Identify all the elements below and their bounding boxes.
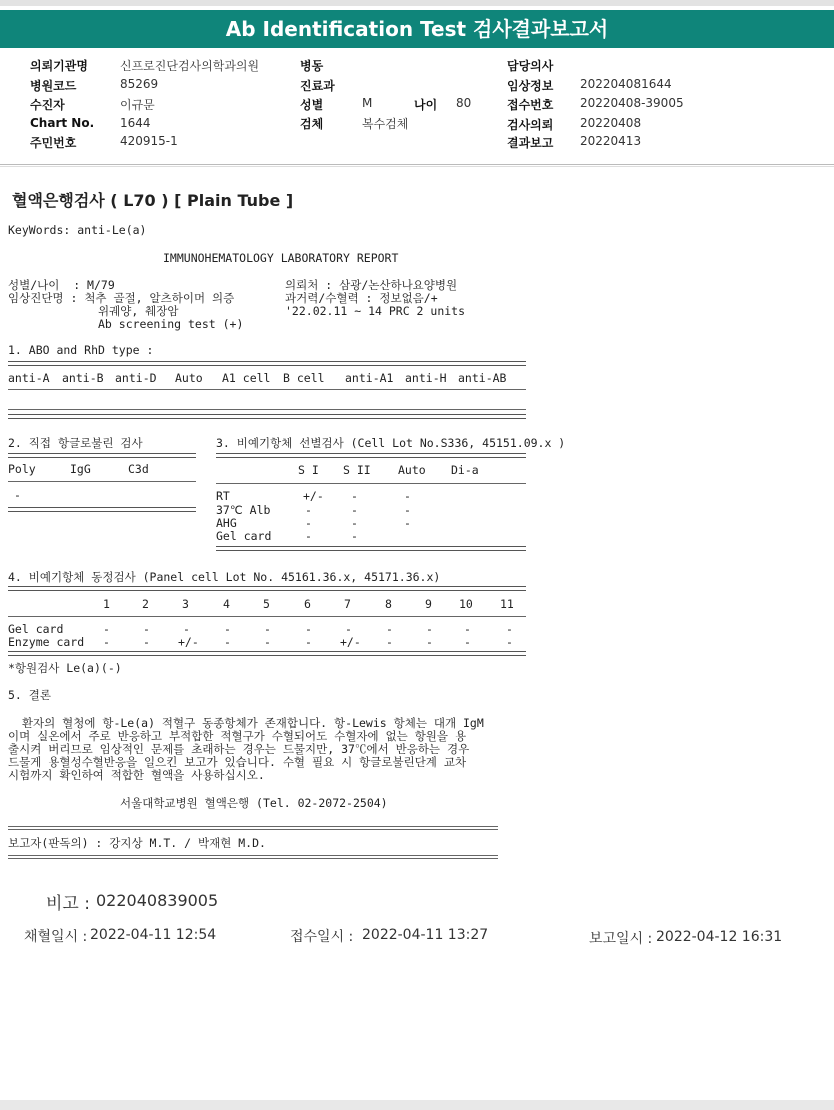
value-request-date: 20220408 xyxy=(580,116,642,130)
value-receipt-no: 20220408-39005 xyxy=(580,96,684,110)
section-title: 혈액은행검사 ( L70 ) [ Plain Tube ] xyxy=(12,191,294,210)
remark-value: 022040839005 xyxy=(96,891,219,910)
label-client: 의뢰기관명 xyxy=(30,59,88,73)
panel-rule-top xyxy=(8,586,526,591)
screening-cell: - xyxy=(404,503,411,517)
label-patient: 수진자 xyxy=(30,98,65,112)
label-resident-no: 주민번호 xyxy=(30,136,77,150)
value-specimen: 복수검체 xyxy=(362,117,409,131)
screening-row-label: Gel card xyxy=(216,529,272,543)
panel-cell: - xyxy=(264,635,271,649)
screening-title: 3. 비예기항체 선별검사 (Cell Lot No.S336, 45151.09.x ) xyxy=(216,436,566,450)
conclusion-line: 출시켜 버리므로 임상적인 문제를 초래하는 경우는 드물지만, 37℃에서 반응하는 경우 xyxy=(8,742,470,756)
panel-cell: - xyxy=(143,635,150,649)
screening-row-label: RT xyxy=(216,489,230,503)
signature-org: 서울대학교병원 혈액은행 (Tel. 02-2072-2504) xyxy=(120,796,388,810)
label-request-date: 검사의뢰 xyxy=(507,118,554,132)
reported-value: 2022-04-12 16:31 xyxy=(656,929,783,945)
panel-row-label: Gel card xyxy=(8,622,64,636)
value-age: 80 xyxy=(456,96,472,110)
value-report-date: 20220413 xyxy=(580,134,642,148)
panel-cell: - xyxy=(224,622,231,636)
label-receipt-no: 접수번호 xyxy=(507,98,554,112)
panel-col: 9 xyxy=(425,597,432,611)
panel-cell: +/- xyxy=(178,635,199,649)
abo-col: Auto xyxy=(175,371,203,385)
abo-col: A1 cell xyxy=(222,371,271,385)
report-heading: IMMUNOHEMATOLOGY LABORATORY REPORT xyxy=(163,251,399,265)
collected-value: 2022-04-11 12:54 xyxy=(90,927,217,943)
reporter-rule-top xyxy=(8,826,498,827)
reporter-rule-bottom xyxy=(8,855,498,856)
remark-label: 비고 : xyxy=(46,894,90,914)
dat-col: IgG xyxy=(70,462,91,476)
panel-cell: - xyxy=(305,622,312,636)
abo-col: anti-AB xyxy=(458,371,507,385)
panel-cell: - xyxy=(264,622,271,636)
panel-cell: - xyxy=(103,635,110,649)
panel-row-label: Enzyme card xyxy=(8,635,85,649)
received-label: 접수일시 : xyxy=(290,929,354,945)
abo-col: anti-H xyxy=(405,371,447,385)
screening-cell: - xyxy=(404,516,411,530)
panel-col: 7 xyxy=(344,597,351,611)
abo-rule-lower xyxy=(8,409,526,410)
panel-cell: - xyxy=(426,622,433,636)
value-patient: 이규문 xyxy=(120,98,155,112)
screening-rule-top xyxy=(216,453,526,458)
panel-col: 2 xyxy=(142,597,149,611)
patient-info-sex-age: 성별/나이 : M/79 xyxy=(8,278,115,292)
value-clinical-info: 202204081644 xyxy=(580,77,672,91)
patient-info-client: 의뢰처 : 삼광/논산하나요양병원 xyxy=(285,278,458,292)
keywords: KeyWords: anti-Le(a) xyxy=(8,223,147,237)
screening-cell: - xyxy=(305,529,312,543)
panel-col: 4 xyxy=(223,597,230,611)
dat-col: Poly xyxy=(8,462,36,476)
screening-cell: - xyxy=(305,516,312,530)
screening-rule-bottom xyxy=(216,546,526,551)
panel-col: 6 xyxy=(304,597,311,611)
collected-label: 채혈일시 : xyxy=(24,929,88,945)
patient-info-history: 과거력/수혈력 : 정보없음/+ xyxy=(285,291,438,305)
screening-cell: - xyxy=(351,503,358,517)
label-specimen: 검체 xyxy=(300,117,324,131)
panel-cell: - xyxy=(506,635,513,649)
panel-title: 4. 비예기항체 동정검사 (Panel cell Lot No. 45161.36.x, 45171.36.x) xyxy=(8,570,441,584)
value-client: 신프로진단검사의학과의원 xyxy=(120,59,260,73)
abo-rule-top xyxy=(8,361,526,366)
panel-cell: - xyxy=(103,622,110,636)
reporter: 보고자(판독의) : 강지상 M.T. / 박재현 M.D. xyxy=(8,836,266,850)
label-hospital-code: 병원코드 xyxy=(30,79,77,93)
panel-col: 8 xyxy=(385,597,392,611)
received-value: 2022-04-11 13:27 xyxy=(362,927,489,943)
top-border xyxy=(0,0,834,6)
abo-title: 1. ABO and RhD type : xyxy=(8,343,154,357)
conclusion-line: 드물게 용혈성수혈반응을 일으킨 보고가 있습니다. 수혈 필요 시 항글로불린단계 교차 xyxy=(8,755,467,769)
panel-cell: - xyxy=(464,635,471,649)
panel-col: 11 xyxy=(500,597,514,611)
label-report-date: 결과보고 xyxy=(507,136,554,150)
value-hospital-code: 85269 xyxy=(120,77,159,91)
panel-cell: - xyxy=(345,622,352,636)
screening-cell: - xyxy=(351,529,358,543)
patient-info-transfusion: '22.02.11 ~ 14 PRC 2 units xyxy=(285,304,466,318)
panel-cell: - xyxy=(386,622,393,636)
report-title-banner: Ab Identification Test 검사결과보고서 xyxy=(0,10,834,48)
screening-cell: - xyxy=(351,516,358,530)
panel-cell: - xyxy=(143,622,150,636)
patient-info-diagnosis-2: 위궤양, 췌장암 xyxy=(8,304,179,318)
value-sex: M xyxy=(362,96,373,110)
label-age: 나이 xyxy=(414,98,438,112)
panel-cell: - xyxy=(464,622,471,636)
label-chart-no: Chart No. xyxy=(30,116,95,130)
screening-col: S II xyxy=(343,463,371,477)
screening-cell: - xyxy=(351,489,358,503)
panel-col: 3 xyxy=(182,597,189,611)
screening-rule-mid xyxy=(216,483,526,484)
panel-cell: - xyxy=(506,622,513,636)
conclusion-line: 시험까지 확인하여 적합한 혈액을 사용하십시오. xyxy=(8,768,265,782)
panel-cell: - xyxy=(386,635,393,649)
label-doctor: 담당의사 xyxy=(507,59,554,73)
label-sex: 성별 xyxy=(300,98,324,112)
label-clinical-info: 임상정보 xyxy=(507,79,554,93)
reported-label: 보고일시 : xyxy=(589,931,653,947)
screening-row-label: 37℃ Alb xyxy=(216,503,271,517)
label-department: 진료과 xyxy=(300,79,335,93)
abo-col: anti-B xyxy=(62,371,104,385)
panel-cell: - xyxy=(183,622,190,636)
abo-col: anti-D xyxy=(115,371,157,385)
abo-col: anti-A xyxy=(8,371,50,385)
bottom-border xyxy=(0,1100,834,1110)
abo-rule-mid xyxy=(8,389,526,390)
screening-cell: - xyxy=(404,489,411,503)
abo-col: B cell xyxy=(283,371,325,385)
dat-rule-mid xyxy=(8,481,196,482)
panel-rule-mid xyxy=(8,616,526,617)
panel-cell: - xyxy=(305,635,312,649)
value-chart-no: 1644 xyxy=(120,116,151,130)
conclusion-line: 이며 실온에서 주로 반응하고 부적합한 적혈구가 수혈되어도 수혈자에 없는 항원을 용 xyxy=(8,729,467,743)
panel-rule-bottom xyxy=(8,651,526,656)
panel-col: 5 xyxy=(263,597,270,611)
patient-info-diagnosis: 임상진단명 : 척추 골절, 알츠하이머 의증 xyxy=(8,291,235,305)
abo-rule-bottom xyxy=(8,414,526,419)
panel-cell: - xyxy=(224,635,231,649)
reporter-rule-bottom-2 xyxy=(8,858,498,859)
dat-title: 2. 직접 항글로불린 검사 xyxy=(8,436,143,450)
dat-value: - xyxy=(14,488,21,502)
screening-cell: +/- xyxy=(303,489,324,503)
patient-info-diagnosis-3: Ab screening test (+) xyxy=(8,317,244,331)
header-divider-shadow xyxy=(0,166,834,167)
reporter-rule-top-2 xyxy=(8,829,498,830)
dat-rule-bottom xyxy=(8,507,196,512)
value-resident-no: 420915-1 xyxy=(120,134,178,148)
panel-cell: - xyxy=(426,635,433,649)
conclusion-line: 환자의 혈청에 항-Le(a) 적혈구 동종항체가 존재합니다. 항-Lewis 항체는 대개 IgM xyxy=(8,716,484,730)
abo-col: anti-A1 xyxy=(345,371,394,385)
screening-row-label: AHG xyxy=(216,516,237,530)
panel-cell: +/- xyxy=(340,635,361,649)
label-ward: 병동 xyxy=(300,59,324,73)
conclusion-title: 5. 결론 xyxy=(8,688,51,702)
screening-col: S I xyxy=(298,463,319,477)
screening-cell: - xyxy=(305,503,312,517)
panel-col: 10 xyxy=(459,597,473,611)
screening-col: Auto xyxy=(398,463,426,477)
header-divider xyxy=(0,164,834,165)
dat-rule-top xyxy=(8,453,196,458)
screening-col: Di-a xyxy=(451,463,479,477)
antigen-test-note: *항원검사 Le(a)(-) xyxy=(8,661,122,675)
panel-col: 1 xyxy=(103,597,110,611)
dat-col: C3d xyxy=(128,462,149,476)
